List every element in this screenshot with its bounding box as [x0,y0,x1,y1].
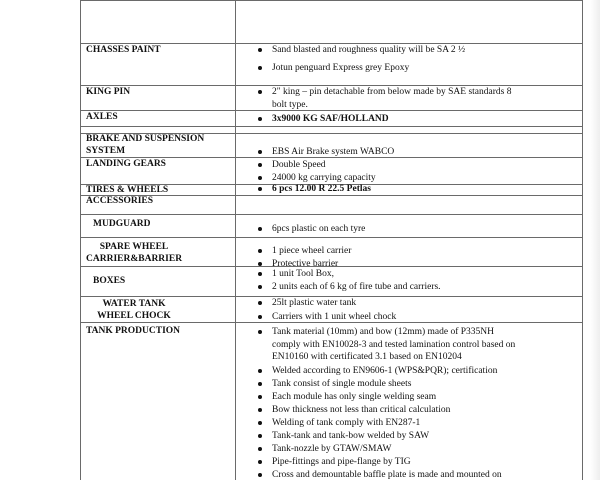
bullet-icon [258,330,262,334]
row-label-line: BOXES [93,276,126,286]
row-label-line: WATER TANK [102,299,166,309]
row-label-king-pin [86,87,130,99]
value-line: 2 units each of 6 kg of fire tube and carriers. [272,282,441,292]
table-border [80,0,81,480]
value-line: Welding of tank comply with EN287-1 [272,418,421,428]
row-value-landing-gears [272,159,326,172]
value-line: Double Speed [272,160,326,170]
value-line: Tank consist of single module sheets [272,379,412,389]
row-value-tank-production [272,443,391,456]
bullet-icon [258,447,262,451]
value-line: 6 pcs 12.00 R 22.5 Petlas [272,184,371,194]
row-label-line: KING PIN [86,87,131,97]
row-label-line: SYSTEM [86,145,126,156]
value-line: comply with EN10028-3 and tested lamination control based on [272,339,516,350]
row-label-line: TANK PRODUCTION [86,326,181,336]
table-border [582,0,583,480]
bullet-icon [258,249,262,253]
bullet-icon [258,66,262,70]
bullet-icon [258,117,262,121]
bullet-icon [258,262,262,266]
value-line: 6pcs plastic on each tyre [272,224,366,234]
row-divider [80,0,583,1]
bullet-icon [258,48,262,52]
row-value-tank-production [272,391,436,404]
bullet-icon [258,176,262,180]
value-line: EN10160 with certificated 3.1 based on EN10204 [272,352,462,363]
value-line: 24000 kg carrying capacity [272,173,376,183]
value-line: Sand blasted and roughness quality will be SA 2 ½ [272,45,466,55]
row-value-water-tank [272,297,356,310]
value-line: 2" king – pin detachable from below made by SAE standards 8 [272,87,512,97]
row-label-axles [86,112,118,124]
row-label-tires-wheels [86,185,168,197]
row-value-brake [272,146,394,159]
row-value-tank-production [272,404,450,417]
bullet-icon [258,90,262,94]
bullet-icon [258,395,262,399]
page-edge-shadow [590,0,600,480]
row-label-water-tank [86,299,182,322]
value-line: Tank material (10mm) and bow (12mm) made of P335NH [272,327,495,337]
row-label-line: LANDING GEARS [86,159,166,169]
row-label-line: ACCESSORIES [86,196,154,206]
bullet-icon [258,150,262,154]
bullet-icon [258,460,262,464]
value-line: Cross and demountable baffle plate is made and mounted on [272,470,502,480]
row-label-line: CHASSES PAINT [86,45,161,55]
row-value-tank-production [272,378,411,391]
row-label-line: CARRIER&BARRIER [86,253,183,264]
row-label-accessories [86,196,153,208]
row-value-boxes [272,281,441,294]
row-value-tank-production [272,326,515,364]
bullet-icon [258,473,262,477]
row-value-chasses-paint [272,62,409,75]
value-line: EBS Air Brake system WABCO [272,147,395,157]
row-label-tank-production [86,326,180,338]
row-value-mudguard [272,223,365,236]
bullet-icon [258,163,262,167]
bullet-icon [258,421,262,425]
bullet-icon [258,285,262,289]
row-value-tank-production [272,456,411,469]
row-label-landing-gears [86,159,166,171]
row-label-spare-wheel [86,242,182,265]
value-line: 1 piece wheel carrier [272,246,352,256]
value-line: bolt type. [272,99,308,110]
value-line: Tank-tank and tank-bow welded by SAW [272,431,430,441]
row-label-chasses-paint [86,45,161,57]
row-label-boxes [93,276,125,288]
row-value-tank-production [272,417,420,430]
row-divider [80,214,583,215]
row-value-tank-production [272,430,429,443]
bullet-icon [258,187,262,191]
row-label-mudguard [93,219,151,231]
bullet-icon [258,227,262,231]
row-label-line: SPARE WHEEL [99,242,169,252]
value-line: Protective barrier [272,259,339,269]
row-label-line: TIRES & WHEELS [86,185,169,195]
value-line: Welded according to EN9606-1 (WPS&PQR); certification [272,366,498,376]
row-label-brake [86,134,204,157]
row-divider [80,237,583,238]
row-divider [80,126,583,127]
row-value-chasses-paint [272,44,465,57]
row-label-line: AXLES [86,112,118,122]
value-line: 3x9000 KG SAF/HOLLAND [272,114,389,124]
row-label-line: BRAKE AND SUSPENSION [86,134,205,144]
row-value-tank-production [272,365,497,378]
row-value-king-pin [272,86,511,111]
row-label-line: MUDGUARD [93,219,151,229]
row-value-water-tank [272,311,396,324]
row-value-axles [272,113,389,126]
row-value-boxes [272,268,334,281]
value-line: Pipe-fittings and pipe-flange by TIG [272,457,411,467]
bullet-icon [258,315,262,319]
row-value-tires-wheels [272,183,371,196]
value-line: Jotun penguard Express grey Epoxy [272,63,410,73]
bullet-icon [258,272,262,276]
bullet-icon [258,382,262,386]
column-divider [235,0,236,480]
value-line: Bow thickness not less than critical calculation [272,405,451,415]
value-line: 25lt plastic water tank [272,298,357,308]
value-line: Each module has only single welding seam [272,392,437,402]
value-line: Carriers with 1 unit wheel chock [272,312,397,322]
bullet-icon [258,301,262,305]
value-line: Tank-nozzle by GTAW/SMAW [272,444,392,454]
bullet-icon [258,408,262,412]
bullet-icon [258,369,262,373]
row-value-spare-wheel [272,245,351,258]
row-label-line: WHEEL CHOCK [97,310,171,321]
value-line: 1 unit Tool Box, [272,269,334,279]
bullet-icon [258,434,262,438]
